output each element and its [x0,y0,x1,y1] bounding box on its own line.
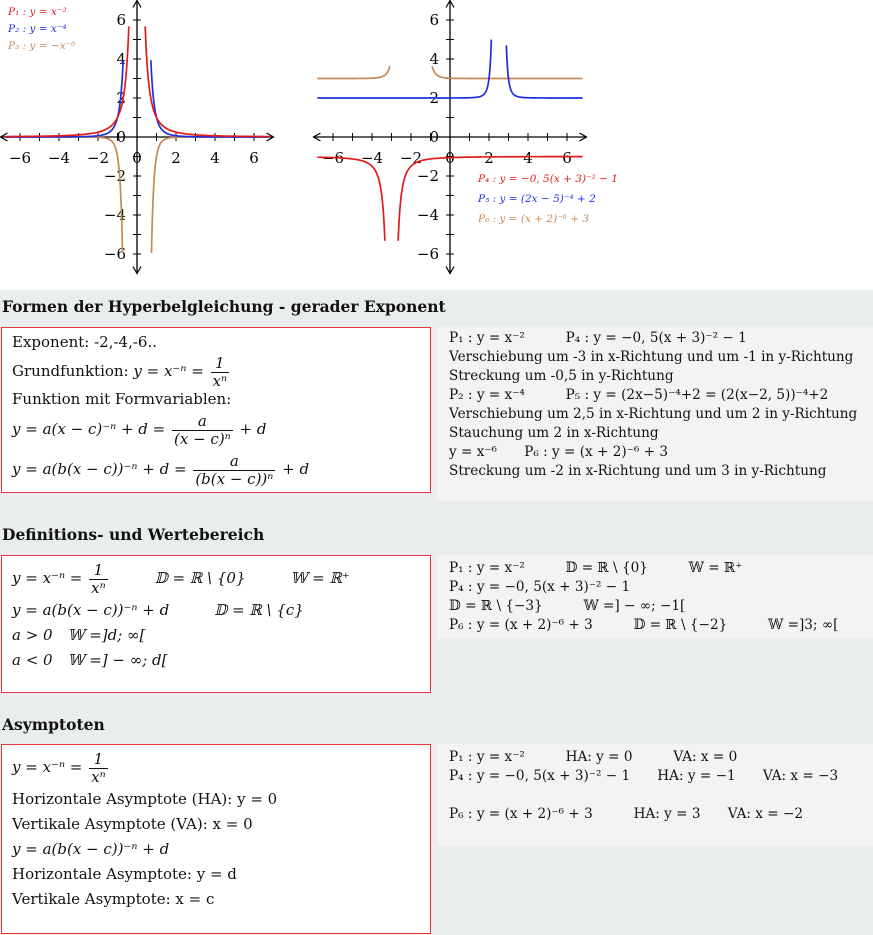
y-tick-label: 2 [116,89,126,107]
section-title-domain: Definitions- und Wertebereich [2,525,265,544]
forms-formvariablen: Funktion mit Formvariablen: [12,390,232,408]
fraction-numerator: a [197,412,207,430]
x-tick-label: −6 [321,149,345,167]
asym-line-2: Horizontale Asymptote (HA): y = 0 [12,790,278,808]
x-tick-label: 4 [523,149,533,167]
section-title-forms: Formen der Hyperbelgleichung - gerader Exponent [2,297,446,316]
section-title-asymptotes: Asymptoten [2,715,105,734]
left-legend [8,4,75,55]
domain-left-box [1,555,431,693]
asym-line-4: y = a(b(x − c))⁻ⁿ + d [12,840,170,858]
fraction-denominator: (x − c)ⁿ [174,429,231,448]
forms-eq2 [12,449,420,489]
eq2-lhs: y = a(b(x − c))⁻ⁿ + d = [12,460,192,478]
asym-right-line: P₁ : y = x⁻² HA: y = 0 VA: x = 0 [449,749,738,765]
x-tick-label: 0 [132,149,142,167]
domain-l1-lhs: y = x⁻ⁿ = [12,569,88,587]
domain-right-line: P₄ : y = −0, 5(x + 3)⁻² − 1 [449,579,631,595]
y-tick-label: 0 [429,128,439,146]
forms-right-box [437,327,873,501]
plots-area [0,0,873,290]
legend-entry-p6: P₆ : y = (x + 2)⁻⁶ + 3 [478,213,590,225]
forms-right-line: P₂ : y = x⁻⁴ P₅ : y = (2x−5)⁻⁴+2 = (2(x−2, 5))⁻⁴+2 [449,387,829,403]
fraction [211,355,230,389]
x-tick-label: −4 [47,149,71,167]
x-tick-label: −2 [399,149,423,167]
fraction-denominator: xⁿ [212,371,228,390]
eq1-lhs: y = a(x − c)⁻ⁿ + d = [12,420,170,438]
domain-right-line: P₆ : y = (x + 2)⁻⁶ + 3 𝔻 = ℝ \ {−2} 𝕎 =]3; ∞[ [449,617,839,633]
asym-right-line: P₆ : y = (x + 2)⁻⁶ + 3 HA: y = 3 VA: x = −2 [449,806,804,822]
asym-l1-lhs: y = x⁻ⁿ = [12,758,88,776]
fraction-denominator: xⁿ [91,578,106,597]
asym-line-5: Horizontale Asymptote: y = d [12,865,237,883]
y-tick-label: 2 [429,89,439,107]
grundfunktion-label: Grundfunktion: [12,362,134,380]
forms-right-line: Verschiebung um 2,5 in x-Richtung und um 2 in y-Richtung [449,406,858,422]
x-tick-label: 4 [210,149,220,167]
domain-line-3: a > 0 𝕎 =]d; ∞[ [12,626,146,644]
curve-p5 [317,40,491,98]
curve-p2 [4,60,123,137]
x-tick-label: −2 [86,149,110,167]
forms-right-line: P₁ : y = x⁻² P₄ : y = −0, 5(x + 3)⁻² − 1 [449,330,747,346]
right-graph [300,0,600,290]
forms-left-box [1,327,431,493]
y-tick-label: 6 [116,11,126,29]
curve-p1 [145,26,269,136]
legend-entry-p3: P₃ : y = −x⁻⁶ [8,40,76,52]
fraction-numerator: 1 [93,750,104,768]
y-tick-label: −4 [103,206,126,224]
legend-entry-p1: P₁ : y = x⁻² [8,6,67,18]
forms-eq1 [12,409,420,449]
asym-line-1 [12,747,420,787]
y-tick-label: 4 [116,50,126,68]
eq2-tail: + d [277,460,310,478]
domain-right-line: 𝔻 = ℝ \ {−3} 𝕎 =] − ∞; −1[ [449,598,686,614]
forms-grundfunktion [12,355,420,389]
asym-line-6: Vertikale Asymptote: x = c [12,890,215,908]
domain-right-line: P₁ : y = x⁻² 𝔻 = ℝ \ {0} 𝕎 = ℝ⁺ [449,560,743,576]
asymptotes-right-box [437,744,873,846]
x-tick-label: 2 [484,149,494,167]
right-legend [478,169,618,229]
forms-right-line: Streckung um -0,5 in y-Richtung [449,368,674,384]
domain-l1-tail: 𝔻 = ℝ \ {0} 𝕎 = ℝ⁺ [109,569,350,587]
y-tick-label: −6 [103,245,126,263]
forms-right-line: y = x⁻⁶ P₆ : y = (x + 2)⁻⁶ + 3 [449,444,668,460]
asym-right-line [449,786,861,805]
domain-line-4: a < 0 𝕎 =] − ∞; d[ [12,651,168,669]
fraction-denominator: xⁿ [91,767,106,786]
x-tick-label: −6 [8,149,32,167]
fraction [172,413,233,447]
curve-p6 [317,66,390,78]
y-tick-label: 6 [429,11,439,29]
domain-line-1 [12,558,420,598]
forms-right-line: Streckung um -2 in x-Richtung und um 3 in y-Richtung [449,463,827,479]
x-tick-label: 0 [445,149,455,167]
curve-p5 [506,45,582,98]
x-tick-label: −4 [360,149,384,167]
y-tick-label: −2 [416,167,439,185]
y-tick-label: 0 [116,128,126,146]
forms-right-line: Stauchung um 2 in x-Richtung [449,425,659,441]
fraction [89,751,108,785]
eq1-tail: + d [234,420,267,438]
fraction-numerator: 1 [93,561,104,579]
legend-entry-p4: P₄ : y = −0, 5(x + 3)⁻² − 1 [478,173,618,185]
fraction [193,453,275,487]
x-tick-label: 2 [171,149,181,167]
y-tick-label: 4 [429,50,439,68]
asym-right-line: P₄ : y = −0, 5(x + 3)⁻² − 1 HA: y = −1 VA: x = −3 [449,768,839,784]
curve-p2 [151,60,270,137]
grundfunktion-lhs: y = x⁻ⁿ = [133,362,209,380]
fraction-denominator: (b(x − c))ⁿ [195,469,274,488]
legend-entry-p2: P₂ : y = x⁻⁴ [8,23,67,35]
y-tick-label: −4 [416,206,439,224]
domain-right-box [437,555,873,639]
fraction-numerator: 1 [215,354,225,372]
asym-line-3: Vertikale Asymptote (VA): x = 0 [12,815,253,833]
forms-right-line: Verschiebung um -3 in x-Richtung und um -1 in y-Richtung [449,349,854,365]
x-tick-label: 6 [562,149,572,167]
y-tick-label: −2 [103,167,126,185]
curve-p4 [317,157,384,241]
x-tick-label: 6 [249,149,259,167]
fraction [89,562,108,596]
asymptotes-left-box [1,744,431,934]
legend-entry-p5: P₅ : y = (2x − 5)⁻⁴ + 2 [478,193,596,205]
fraction-numerator: a [229,452,239,470]
forms-exponent: Exponent: -2,-4,-6.. [12,333,157,351]
y-tick-label: −6 [416,245,439,263]
domain-line-2: y = a(b(x − c))⁻ⁿ + d 𝔻 = ℝ \ {c} [12,601,304,619]
